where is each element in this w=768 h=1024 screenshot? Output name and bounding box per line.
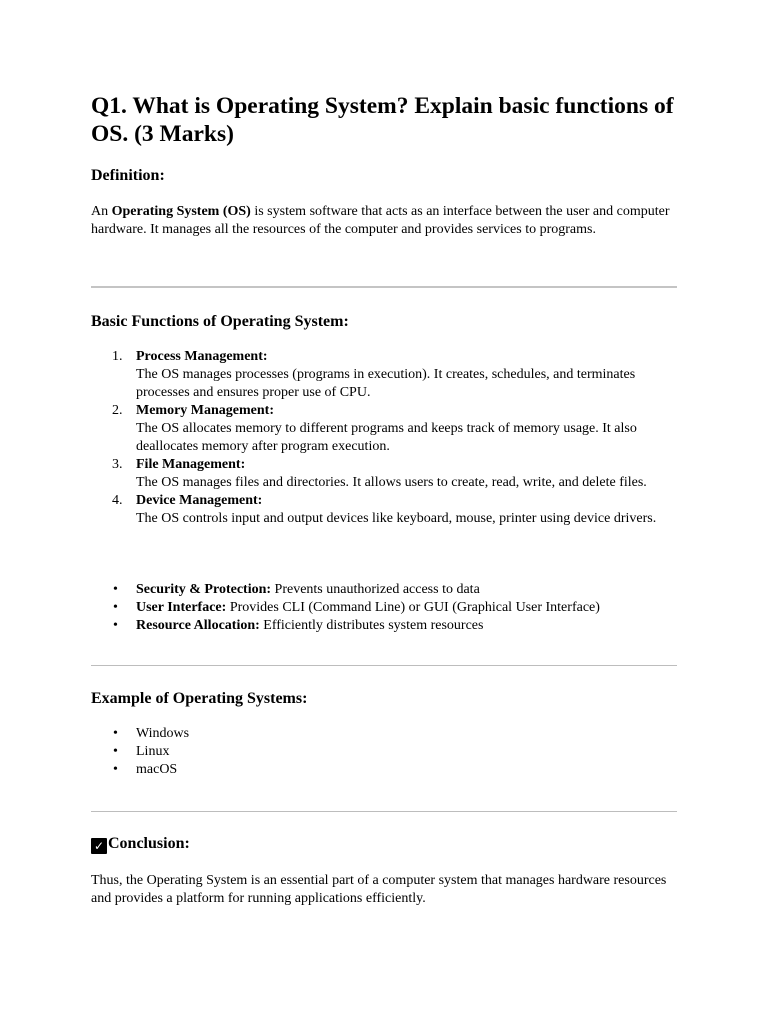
list-item <box>91 456 677 492</box>
page-title: Q1. What is Operating System? Explain basic functions of OS. (3 Marks) <box>91 93 674 147</box>
definition-term: Operating System (OS) <box>111 204 251 219</box>
list-item-description: Prevents unauthorized access to data <box>271 582 480 597</box>
examples-list <box>91 725 677 779</box>
list-item-description: Provides CLI (Command Line) or GUI (Graphical User Interface) <box>226 600 600 615</box>
list-item: • macOS <box>91 761 677 779</box>
list-item-title: File Management: <box>136 457 246 472</box>
list-number: 4. <box>112 493 123 508</box>
list-item-title: Security & Protection: <box>136 582 272 597</box>
list-item <box>91 492 677 528</box>
section-divider <box>91 665 677 666</box>
list-item-title: Memory Management: <box>136 403 275 418</box>
list-item-title: Process Management: <box>136 349 268 364</box>
list-number: 3. <box>112 457 123 472</box>
list-number: 2. <box>112 403 123 418</box>
list-item-description: The OS allocates memory to different programs and keeps track of memory usage. It also deallocates memory after program execution. <box>136 421 637 454</box>
list-item <box>91 581 677 599</box>
list-item <box>91 402 677 456</box>
conclusion-paragraph: Thus, the Operating System is an essential part of a computer system that manages hardware resources and provides a platform for running applications efficiently. <box>91 873 667 906</box>
section-divider <box>91 811 677 812</box>
examples-heading: Example of Operating Systems: <box>91 690 308 707</box>
list-item-title: Device Management: <box>136 493 263 508</box>
definition-text: is system software that acts as an interface between the user and computer hardware. It manages all the resources of the computer and provides services to programs. <box>91 204 670 237</box>
conclusion-heading <box>91 834 677 854</box>
definition-heading: Definition: <box>91 167 165 184</box>
list-item-description: Efficiently distributes system resources <box>259 618 484 633</box>
list-item <box>91 617 677 635</box>
section-divider <box>91 286 677 288</box>
check-mark-icon: ✓ <box>91 838 107 854</box>
bullet-functions-list <box>91 581 677 635</box>
list-item-description: The OS manages processes (programs in execution). It creates, schedules, and terminates processes and ensures proper use of CPU. <box>136 367 636 400</box>
list-item-title: Resource Allocation: <box>136 618 260 633</box>
numbered-functions-list <box>91 348 677 528</box>
functions-heading: Basic Functions of Operating System: <box>91 313 349 330</box>
list-item: • Windows <box>91 725 677 743</box>
list-item-description: The OS manages files and directories. It allows users to create, read, write, and delete files. <box>136 475 647 490</box>
list-item-title: User Interface: <box>136 600 227 615</box>
definition-prefix: An <box>91 204 112 219</box>
conclusion-heading-text: Conclusion: <box>108 835 190 852</box>
definition-paragraph <box>91 203 677 239</box>
list-item <box>91 348 677 402</box>
list-number: 1. <box>112 349 123 364</box>
list-item-description: The OS controls input and output devices like keyboard, mouse, printer using device drivers. <box>136 511 657 526</box>
list-item <box>91 599 677 617</box>
list-item: • Linux <box>91 743 677 761</box>
